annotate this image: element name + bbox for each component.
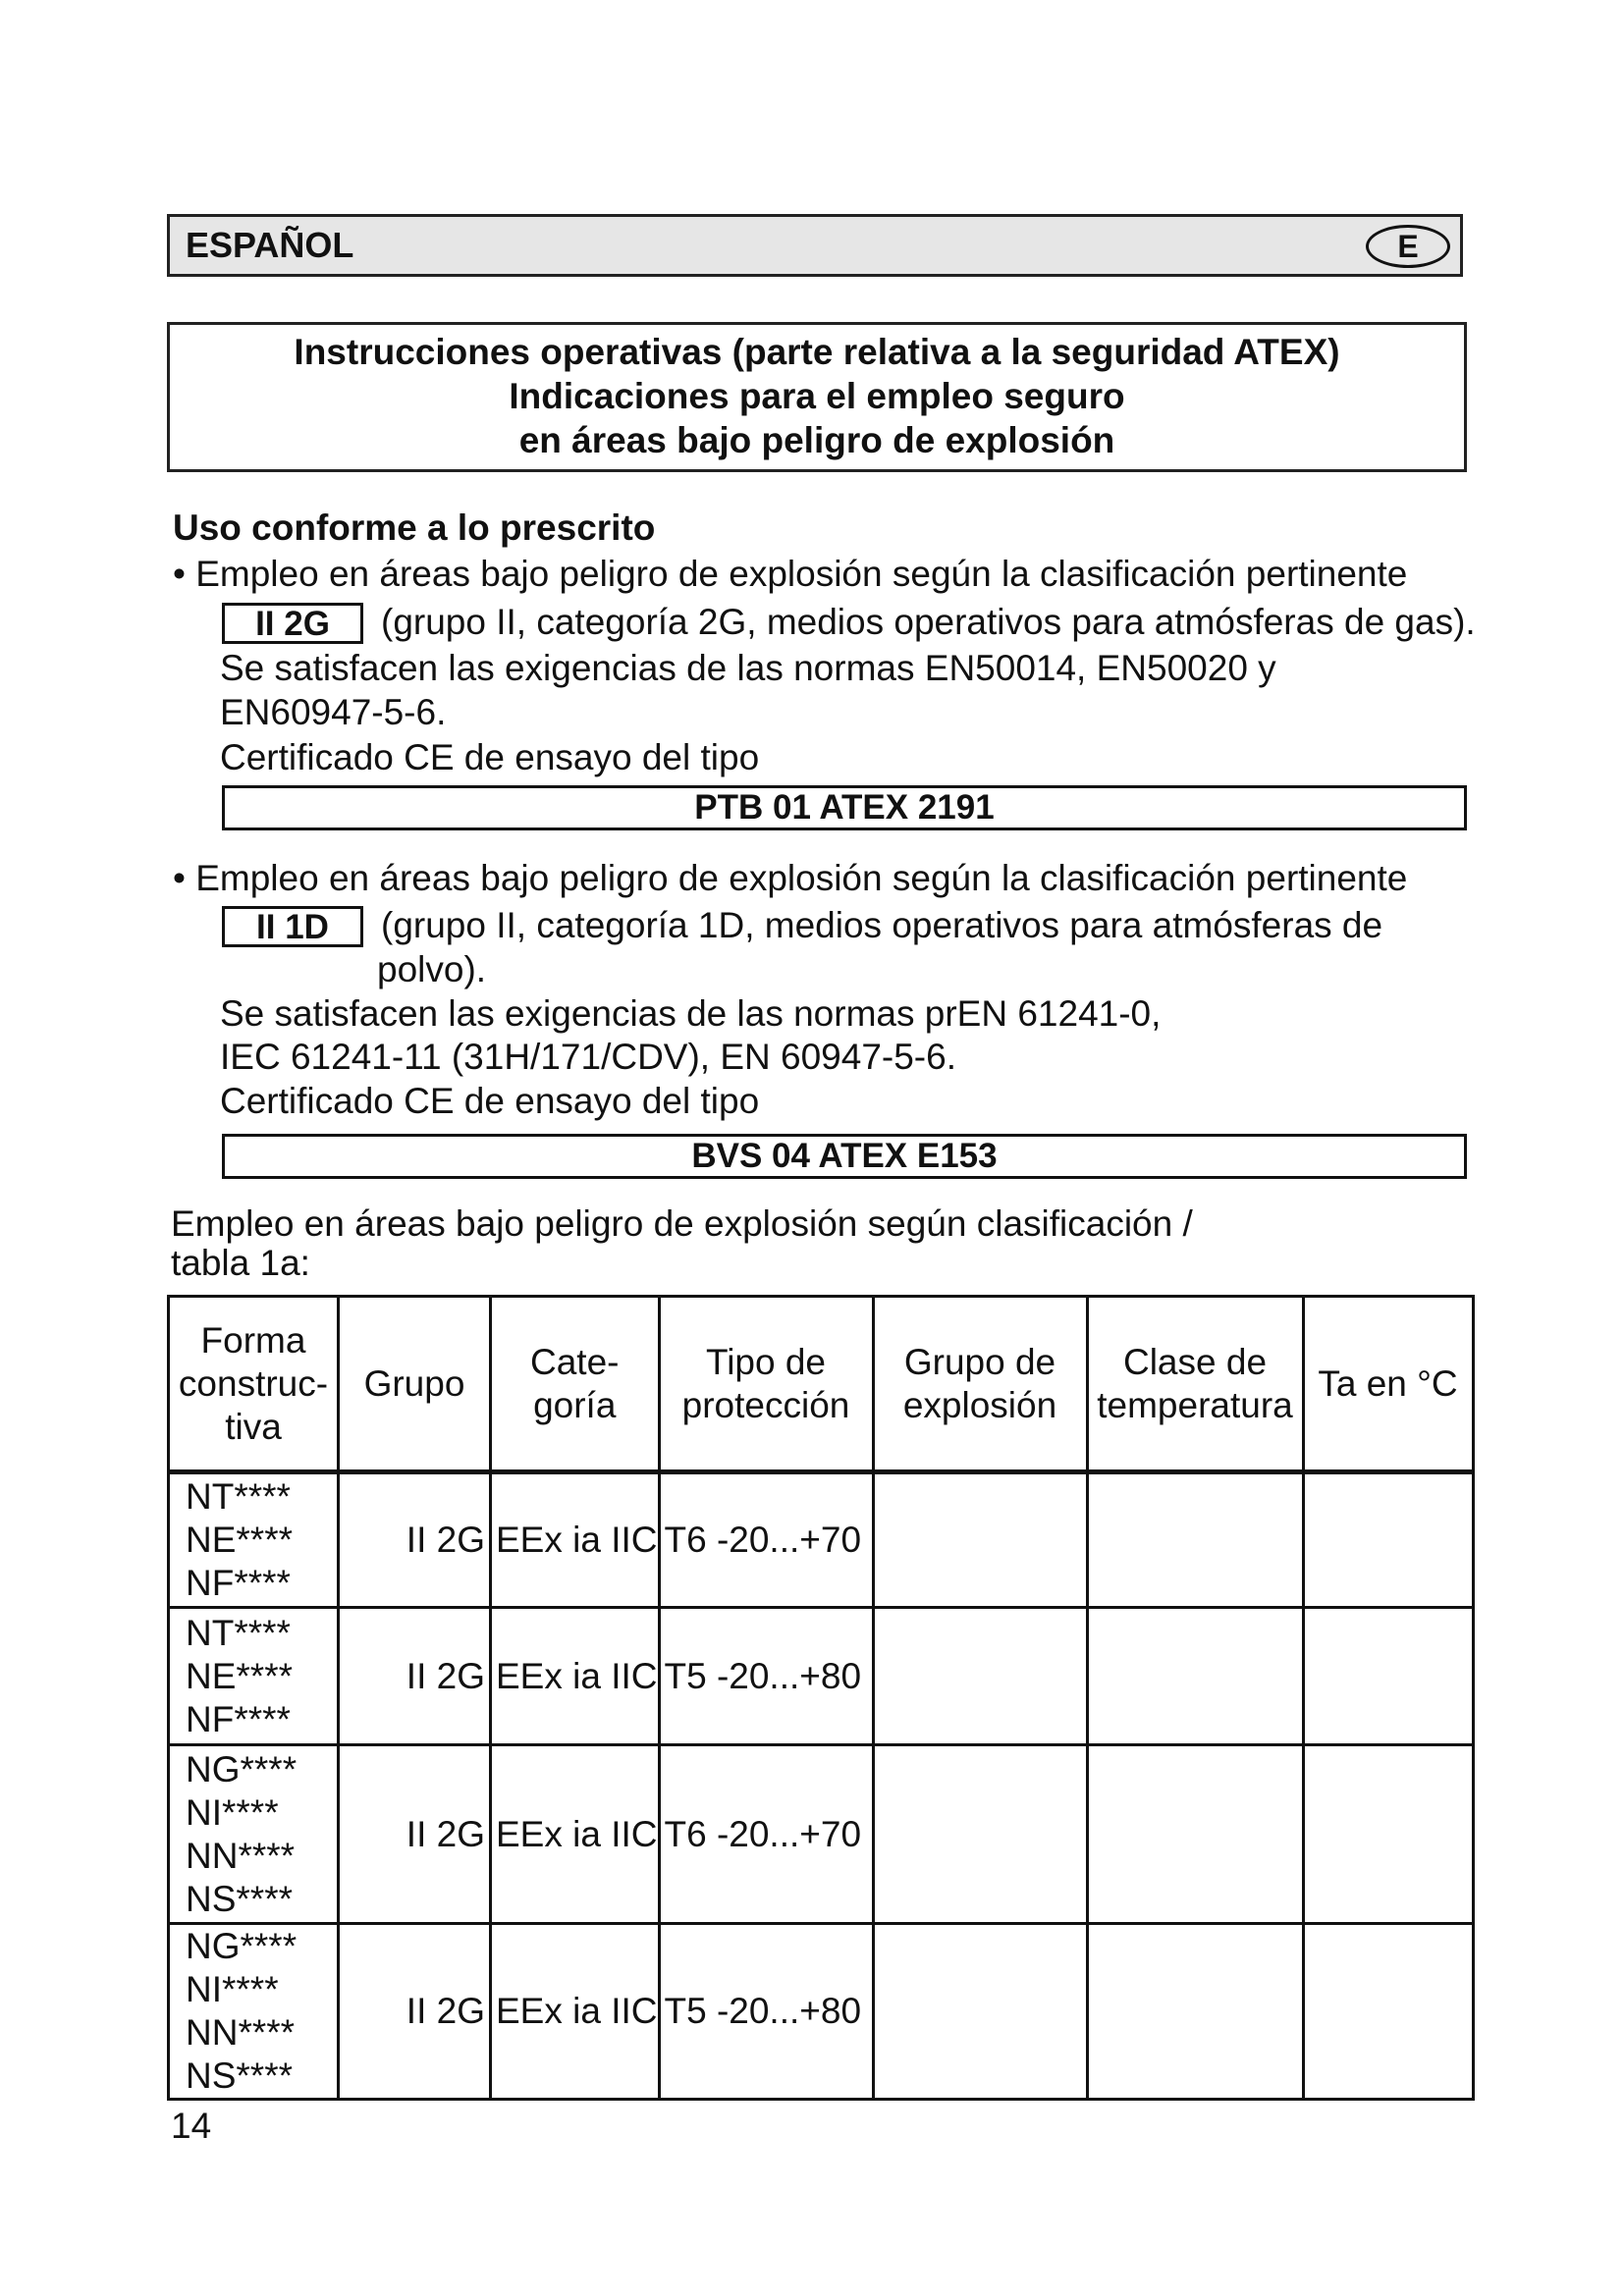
cell-categoria: EEx ia IIC [491,1608,660,1745]
bullet2-line2: (grupo II, categoría 1D, medios operativos para atmósferas de [381,905,1383,945]
cell-categoria: EEx ia IIC [491,1472,660,1608]
bullet2-line5: Certificado CE de ensayo del tipo [220,1081,760,1121]
cell-grupo: II 2G [339,1745,491,1924]
category-badge-1d: II 1D [222,906,363,947]
forma-code: NF**** [186,1698,291,1739]
forma-code: NI**** [186,1791,279,1833]
classification-table [167,1295,1475,2101]
forma-code: NI**** [186,1969,279,2009]
forma-code: NF**** [186,1563,291,1603]
forma-code: NE**** [186,1520,293,1560]
cell-grupo: II 2G [339,1924,491,2100]
table-intro-line2: tabla 1a: [171,1243,310,1283]
cell-empty [873,1472,1087,1608]
cell-empty [1087,1745,1303,1924]
cell-categoria: EEx ia IIC [491,1745,660,1924]
forma-code: NT**** [186,1476,291,1517]
cell-empty [1087,1608,1303,1745]
bullet1-line4: EN60947-5-6. [220,692,447,732]
forma-code: NS**** [186,1878,293,1919]
cell-empty [1303,1924,1473,2100]
certificate-bvs: BVS 04 ATEX E153 [222,1134,1467,1179]
bullet2-line2b: polvo). [377,949,487,989]
header-tipo: Tipo de protección [659,1297,873,1472]
cell-grupo: II 2G [339,1472,491,1608]
cell-tipo: T6 -20...+70 [659,1472,873,1608]
title-line-1: Instrucciones operativas (parte relativa a la seguridad ATEX) [294,332,1340,372]
language-label: ESPAÑOL [186,225,354,265]
title-line-3: en áreas bajo peligro de explosión [518,420,1115,460]
forma-code: NS**** [186,2056,293,2096]
forma-code: NG**** [186,1926,298,1966]
header-forma: Forma construc- tiva [169,1297,339,1472]
forma-code: NN**** [186,1835,296,1876]
cell-empty [1303,1608,1473,1745]
table-header-row [169,1297,1474,1472]
bullet1-line5: Certificado CE de ensayo del tipo [220,737,760,777]
language-header-bar [167,214,1463,277]
bullet2-line4: IEC 61241-11 (31H/171/CDV), EN 60947-5-6. [220,1037,956,1077]
cell-forma [169,1924,339,2100]
table-row [169,1924,1474,2100]
table-row [169,1745,1474,1924]
bullet2-line1: • Empleo en áreas bajo peligro de explosión según la clasificación pertinente [173,858,1408,898]
header-clase-temperatura: Clase de temperatura [1087,1297,1303,1472]
cell-tipo: T6 -20...+70 [659,1745,873,1924]
header-grupo-explosion: Grupo de explosión [873,1297,1087,1472]
forma-code: NT**** [186,1612,291,1653]
cell-empty [873,1745,1087,1924]
cell-empty [1303,1472,1473,1608]
header-grupo: Grupo [339,1297,491,1472]
cell-grupo: II 2G [339,1608,491,1745]
header-ta: Ta en °C [1303,1297,1473,1472]
cell-tipo: T5 -20...+80 [659,1924,873,2100]
forma-code: NN**** [186,2012,296,2053]
cell-empty [873,1608,1087,1745]
bullet2-line3: Se satisfacen las exigencias de las normas prEN 61241-0, [220,993,1162,1034]
title-line-2: Indicaciones para el empleo seguro [509,376,1125,416]
cell-categoria: EEx ia IIC [491,1924,660,2100]
bullet1-line1: • Empleo en áreas bajo peligro de explosión según la clasificación pertinente [173,554,1408,594]
cell-forma [169,1472,339,1608]
cell-forma [169,1608,339,1745]
category-badge-2g: II 2G [222,603,363,644]
cell-empty [1087,1924,1303,2100]
cell-empty [1303,1745,1473,1924]
header-categoria: Cate- goría [491,1297,660,1472]
title-box [167,322,1467,472]
cell-forma [169,1745,339,1924]
cell-tipo: T5 -20...+80 [659,1608,873,1745]
bullet1-line2: (grupo II, categoría 2G, medios operativos para atmósferas de gas). [381,602,1476,642]
table-row [169,1608,1474,1745]
forma-code: NE**** [186,1655,293,1696]
page-number: 14 [171,2106,212,2146]
language-code-badge: E [1366,225,1450,268]
bullet1-line3: Se satisfacen las exigencias de las normas EN50014, EN50020 y [220,648,1276,688]
section-heading: Uso conforme a lo prescrito [173,507,656,548]
table-intro-line1: Empleo en áreas bajo peligro de explosión según clasificación / [171,1203,1193,1244]
table-row [169,1472,1474,1608]
cell-empty [1087,1472,1303,1608]
forma-code: NG**** [186,1748,298,1789]
cell-empty [873,1924,1087,2100]
certificate-ptb: PTB 01 ATEX 2191 [222,785,1467,830]
